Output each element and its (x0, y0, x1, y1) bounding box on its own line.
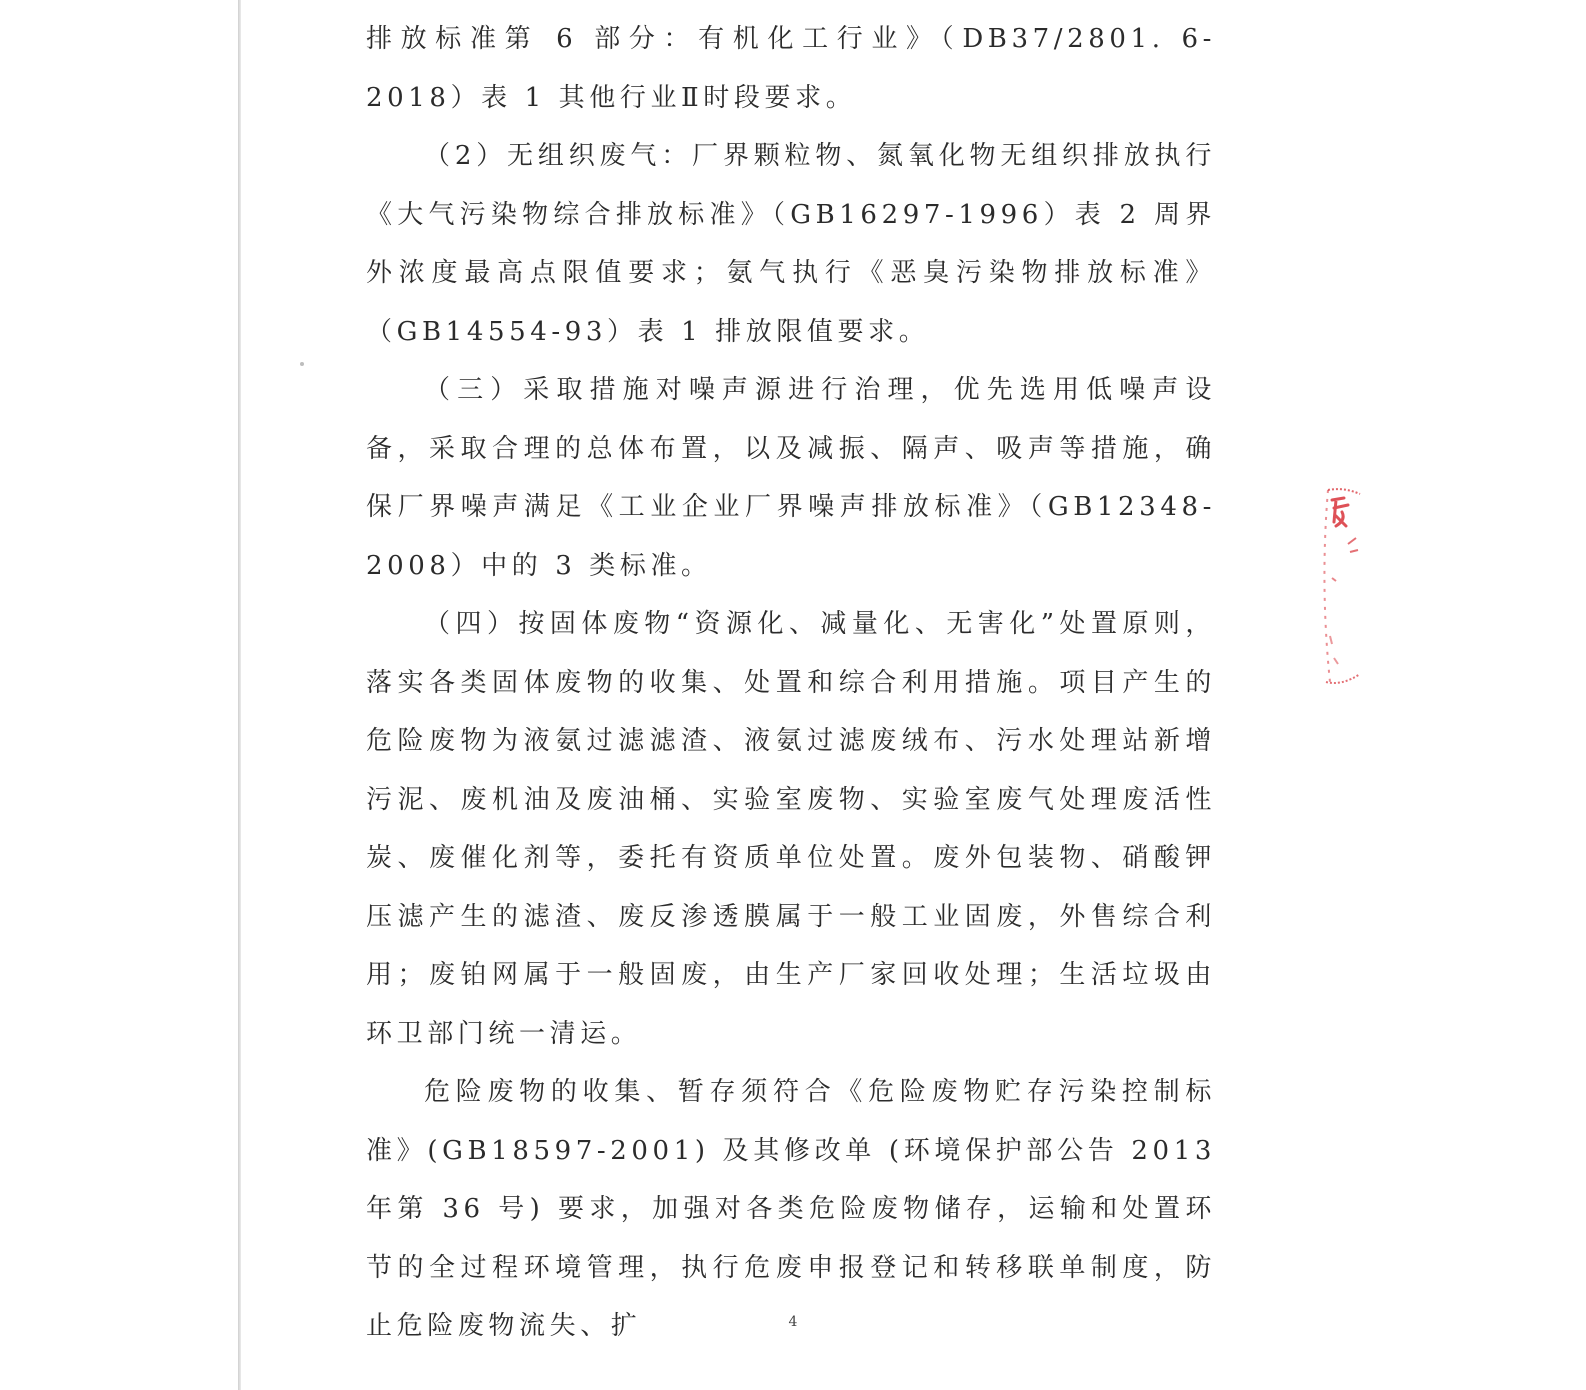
page-number: 4 (788, 1314, 798, 1330)
scan-speck (300, 362, 304, 366)
seal-stamp-fragment (1322, 486, 1362, 686)
document-body (366, 10, 1216, 1356)
paragraph-fugitive-emissions: （2）无组织废气：厂界颗粒物、氮氧化物无组织排放执行《大气污染物综合排放标准》（GB16297-1996）表 2 周界外浓度最高点限值要求；氨气执行《恶臭污染物排放标准》（GB14554-93）表 1 排放限值要求。 (366, 141, 1216, 347)
paragraph-solid-waste: （四）按固体废物“资源化、减量化、无害化”处置原则，落实各类固体废物的收集、处置和综合利用措施。项目产生的危险废物为液氨过滤滤渣、液氨过滤废绒布、污水处理站新增污泥、废机油及废油桶、实验室废物、实验室废气处理废活性炭、废催化剂等，委托有资质单位处置。废外包装物、硝酸钾压滤产生的滤渣、废反渗透膜属于一般工业固废，外售综合利用；废铂网属于一般固废，由生产厂家回收处理；生活垃圾由环卫部门统一清运。 (366, 609, 1216, 1049)
paragraph-noise-control: （三）采取措施对噪声源进行治理，优先选用低噪声设备，采取合理的总体布置，以及减振、隔声、吸声等措施，确保厂界噪声满足《工业企业厂界噪声排放标准》（GB12348-2008）中的 3 类标准。 (366, 375, 1216, 581)
scan-page-edge (238, 0, 241, 1390)
paragraph-standard-continuation: 排放标准第 6 部分：有机化工行业》（DB37/2801. 6-2018）表 1 其他行业Ⅱ时段要求。 (366, 24, 1216, 113)
paragraph-hazardous-waste: 危险废物的收集、暂存须符合《危险废物贮存污染控制标准》(GB18597-2001) 及其修改单 (环境保护部公告 2013 年第 36 号) 要求，加强对各类危险废物储存，运输和处置环节的全过程环境管理，执行危废申报登记和转移联单制度，防止危险废物流失、扩 (366, 1077, 1216, 1341)
